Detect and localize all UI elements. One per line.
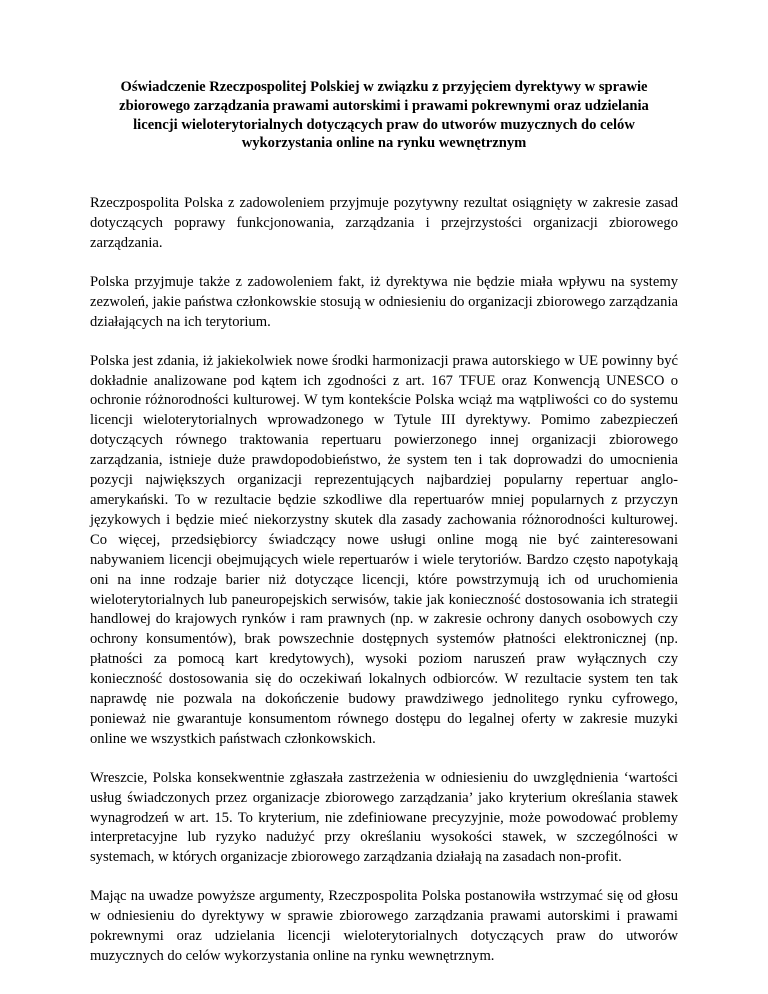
paragraph-4: Wreszcie, Polska konsekwentnie zgłaszała zastrzeżenia w odniesieniu do uwzględnienia ‘wartości usług świadczonych przez organizacje zbiorowego zarządzania’ jako kryterium określania stawek wynagrodzeń w art. 15. To kryterium, nie zdefiniowane precyzyjnie, może powodować problemy interpretacyjne lub ryzyko nadużyć przy określaniu wysokości stawek, w szczególności w systemach, w których organizacje zbiorowego zarządzania działają na zasadach non-profit. [90, 769, 678, 866]
paragraph-5: Mając na uwadze powyższe argumenty, Rzeczpospolita Polska postanowiła wstrzymać się od głosu w odniesieniu do dyrektywy w sprawie zbiorowego zarządzania prawami autorskimi i prawami pokrewnymi oraz udzielania licencji wieloterytorialnych dotyczących praw do utworów muzycznych do celów wykorzystania online na rynku wewnętrznym. [90, 888, 678, 964]
document-page [90, 78, 678, 986]
paragraph-1: Rzeczpospolita Polska z zadowoleniem przyjmuje pozytywny rezultat osiągnięty w zakresie zasad dotyczących poprawy funkcjonowania, zarządzania i przejrzystości organizacji zbiorowego zarządzania. [90, 195, 678, 251]
title-spacer [90, 153, 678, 194]
paragraph-2: Polska przyjmuje także z zadowoleniem fakt, iż dyrektywa nie będzie miała wpływu na systemy zezwoleń, jakie państwa członkowskie stosują w odniesieniu do organizacji zbiorowego zarządzania działających na ich terytorium. [90, 273, 678, 330]
paragraph-3: Polska jest zdania, iż jakiekolwiek nowe środki harmonizacji prawa autorskiego w UE powinny być dokładnie analizowane pod kątem ich zgodności z art. 167 TFUE oraz Konwencją UNESCO o ochronie różnorodności kulturowej. W tym kontekście Polska wciąż ma wątpliwości co do systemu licencji wieloterytorialnych wprowadzonego w Tytule III dyrektywy. Pomimo zabezpieczeń dotyczących równego traktowania repertuaru powierzonego innej organizacji zbiorowego zarządzania, istnieje duże prawdopodobieństwo, że system ten i tak doprowadzi do umocnienia pozycji największych organizacji reprezentujących najbardziej popularny repertuar anglo-amerykański. To w rezultacie będzie szkodliwe dla repertuarów mniej popularnych z przyczyn językowych i będzie mieć niekorzystny skutek dla zasady zachowania różnorodności kulturowej. Co więcej, przedsiębiorcy świadczący nowe usługi online mogą nie być zainteresowani nabywaniem licencji obejmujących wiele repertuarów i wiele terytoriów. Bardzo często napotykają oni na inne rodzaje barier niż dotyczące licencji, które powstrzymują ich od uruchomienia wieloterytorialnych lub paneuropejskich serwisów, takie jak konieczność dostosowania ich strategii handlowej do krajowych rynków i ram prawnych (np. w zakresie ochrony danych osobowych czy ochrony konsumentów), brak powszechnie dostępnych systemów płatności elektronicznej (np. płatności za pomocą kart kredytowych), wysoki poziom naruszeń praw wyłącznych czy konieczność dostosowania się do oczekiwań lokalnych odbiorców. W rezultacie system ten tak naprawdę nie pozwala na dokończenie budowy prawdziwego jednolitego rynku cyfrowego, ponieważ nie gwarantuje konsumentom równego dostępu do legalnej oferty w zakresie muzyki online we wszystkich państwach członkowskich. [90, 352, 678, 747]
document-title: Oświadczenie Rzeczpospolitej Polskiej w związku z przyjęciem dyrektywy w sprawie zbiorowego zarządzania prawami autorskimi i prawami pokrewnymi oraz udzielania licencji wieloterytorialnych dotyczących praw do utworów muzycznych do celów wykorzystania online na rynku wewnętrznym [119, 79, 649, 152]
